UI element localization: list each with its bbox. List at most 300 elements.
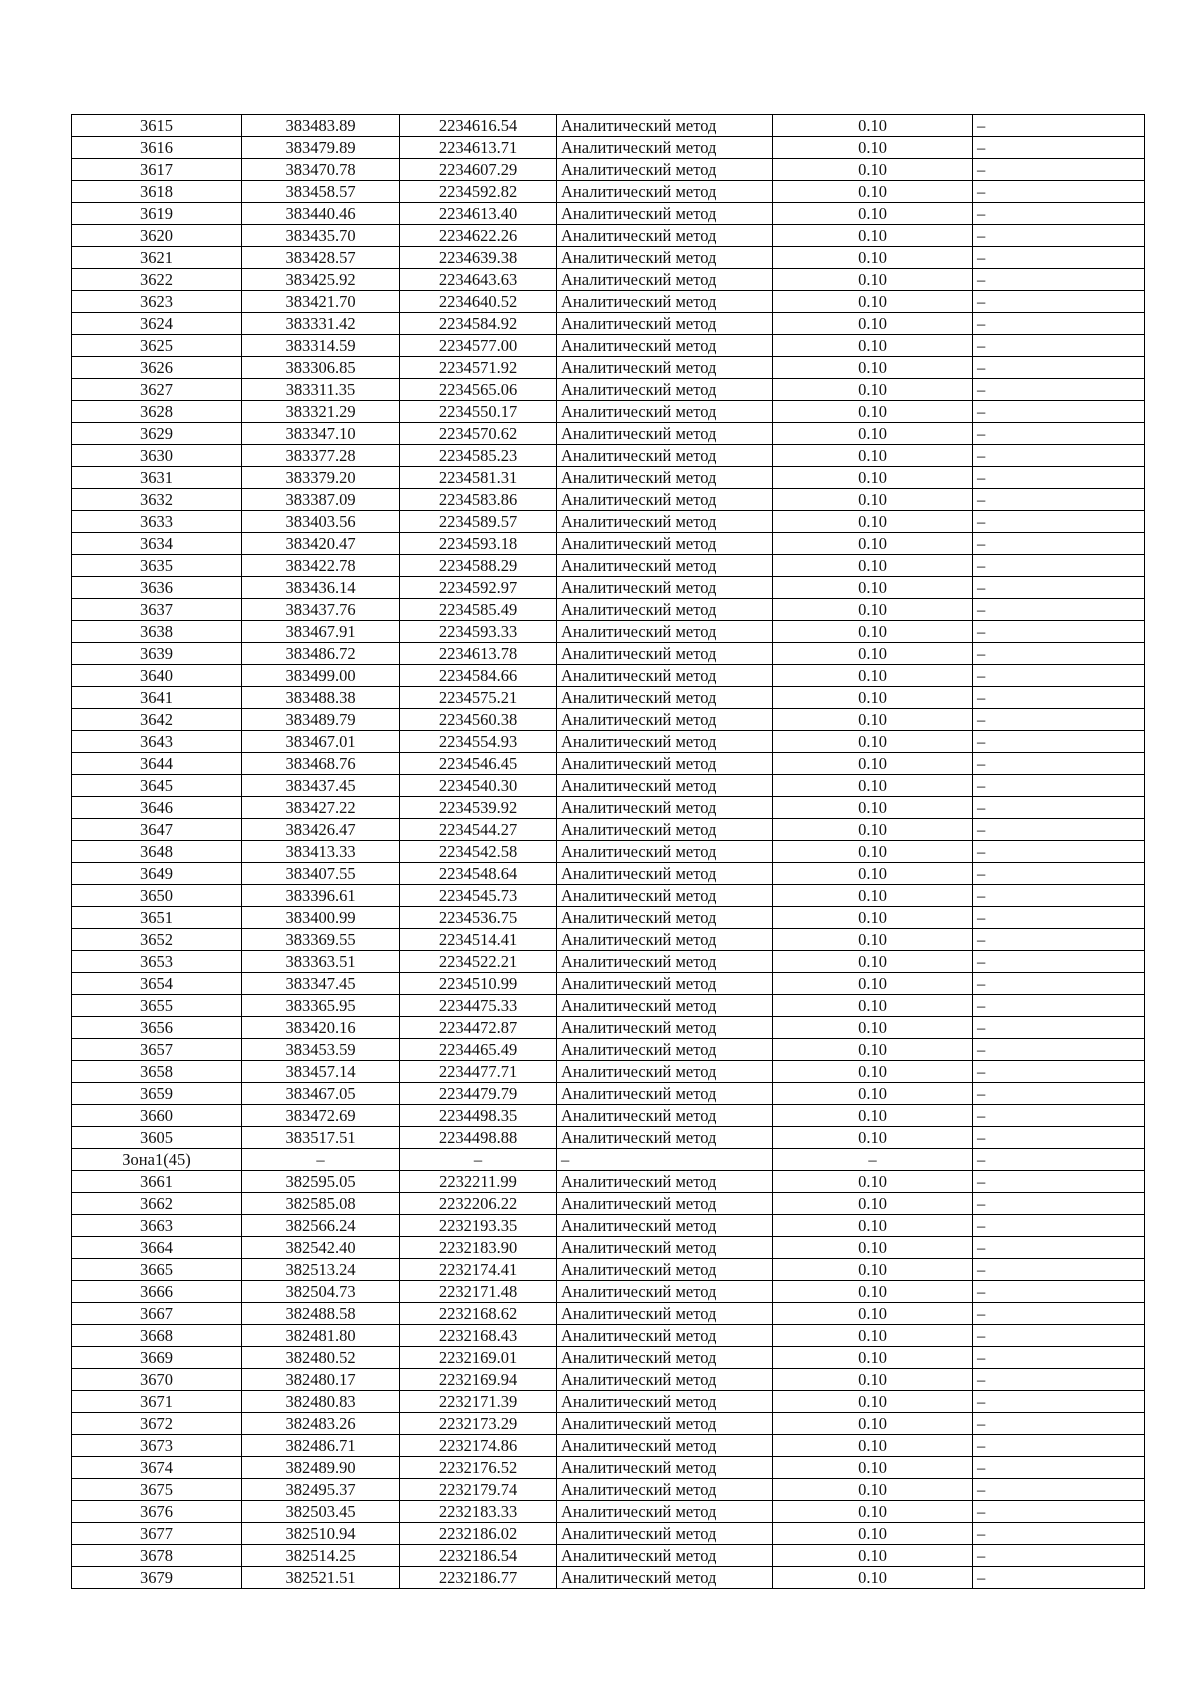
accuracy-cell: 0.10: [773, 1193, 973, 1215]
note-cell: –: [973, 1127, 1145, 1149]
method-cell: Аналитический метод: [557, 1413, 773, 1435]
note-cell: –: [973, 1215, 1145, 1237]
x-coordinate-cell: 383437.76: [242, 599, 400, 621]
table-row: [72, 1303, 1145, 1325]
x-coordinate-cell: 383379.20: [242, 467, 400, 489]
y-coordinate-cell: 2232206.22: [400, 1193, 557, 1215]
method-cell: Аналитический метод: [557, 379, 773, 401]
accuracy-cell: 0.10: [773, 1061, 973, 1083]
note-cell: –: [973, 247, 1145, 269]
accuracy-cell: 0.10: [773, 555, 973, 577]
table-row: [72, 1127, 1145, 1149]
y-coordinate-cell: 2234479.79: [400, 1083, 557, 1105]
y-coordinate-cell: 2234592.97: [400, 577, 557, 599]
table-row: [72, 1215, 1145, 1237]
table-row: [72, 445, 1145, 467]
point-number-cell: 3638: [72, 621, 242, 643]
x-coordinate-cell: 382566.24: [242, 1215, 400, 1237]
table-row: [72, 819, 1145, 841]
table-row: [72, 291, 1145, 313]
y-coordinate-cell: 2234588.29: [400, 555, 557, 577]
y-coordinate-cell: 2232183.33: [400, 1501, 557, 1523]
accuracy-cell: 0.10: [773, 489, 973, 511]
table-row: [72, 379, 1145, 401]
accuracy-cell: 0.10: [773, 665, 973, 687]
y-coordinate-cell: 2232186.02: [400, 1523, 557, 1545]
table-row: [72, 247, 1145, 269]
method-cell: Аналитический метод: [557, 885, 773, 907]
x-coordinate-cell: 383483.89: [242, 115, 400, 137]
method-cell: Аналитический метод: [557, 621, 773, 643]
method-cell: Аналитический метод: [557, 269, 773, 291]
table-row: [72, 577, 1145, 599]
method-cell: Аналитический метод: [557, 1303, 773, 1325]
method-cell: Аналитический метод: [557, 819, 773, 841]
point-number-cell: 3629: [72, 423, 242, 445]
x-coordinate-cell: 383426.47: [242, 819, 400, 841]
note-cell: –: [973, 1347, 1145, 1369]
note-cell: –: [973, 1061, 1145, 1083]
note-cell: –: [973, 1457, 1145, 1479]
y-coordinate-cell: 2234514.41: [400, 929, 557, 951]
accuracy-cell: 0.10: [773, 775, 973, 797]
accuracy-cell: 0.10: [773, 687, 973, 709]
accuracy-cell: 0.10: [773, 1545, 973, 1567]
method-cell: Аналитический метод: [557, 1127, 773, 1149]
method-cell: Аналитический метод: [557, 995, 773, 1017]
method-cell: Аналитический метод: [557, 423, 773, 445]
note-cell: –: [973, 1523, 1145, 1545]
x-coordinate-cell: 383517.51: [242, 1127, 400, 1149]
x-coordinate-cell: 383396.61: [242, 885, 400, 907]
point-number-cell: 3625: [72, 335, 242, 357]
accuracy-cell: 0.10: [773, 511, 973, 533]
y-coordinate-cell: –: [400, 1149, 557, 1171]
y-coordinate-cell: 2232186.77: [400, 1567, 557, 1589]
coordinates-table-body: [72, 115, 1145, 1589]
point-number-cell: 3633: [72, 511, 242, 533]
x-coordinate-cell: 383467.91: [242, 621, 400, 643]
table-row: [72, 665, 1145, 687]
method-cell: Аналитический метод: [557, 1391, 773, 1413]
point-number-cell: 3621: [72, 247, 242, 269]
table-row: [72, 269, 1145, 291]
accuracy-cell: 0.10: [773, 1281, 973, 1303]
note-cell: –: [973, 687, 1145, 709]
x-coordinate-cell: 383467.05: [242, 1083, 400, 1105]
x-coordinate-cell: 382503.45: [242, 1501, 400, 1523]
table-row: [72, 731, 1145, 753]
point-number-cell: 3676: [72, 1501, 242, 1523]
point-number-cell: 3631: [72, 467, 242, 489]
table-row: [72, 709, 1145, 731]
method-cell: Аналитический метод: [557, 1083, 773, 1105]
note-cell: –: [973, 1391, 1145, 1413]
point-number-cell: 3642: [72, 709, 242, 731]
method-cell: Аналитический метод: [557, 445, 773, 467]
note-cell: –: [973, 401, 1145, 423]
x-coordinate-cell: 382481.80: [242, 1325, 400, 1347]
table-row: [72, 1017, 1145, 1039]
coordinates-table: [71, 114, 1145, 1589]
note-cell: –: [973, 621, 1145, 643]
x-coordinate-cell: 383347.45: [242, 973, 400, 995]
table-row: [72, 423, 1145, 445]
x-coordinate-cell: 383425.92: [242, 269, 400, 291]
accuracy-cell: 0.10: [773, 1347, 973, 1369]
note-cell: –: [973, 203, 1145, 225]
point-number-cell: 3651: [72, 907, 242, 929]
method-cell: Аналитический метод: [557, 1017, 773, 1039]
point-number-cell: 3626: [72, 357, 242, 379]
accuracy-cell: 0.10: [773, 335, 973, 357]
y-coordinate-cell: 2232173.29: [400, 1413, 557, 1435]
point-number-cell: 3670: [72, 1369, 242, 1391]
note-cell: –: [973, 1281, 1145, 1303]
table-row: [72, 357, 1145, 379]
y-coordinate-cell: 2232211.99: [400, 1171, 557, 1193]
point-number-cell: 3663: [72, 1215, 242, 1237]
method-cell: Аналитический метод: [557, 335, 773, 357]
x-coordinate-cell: 383331.42: [242, 313, 400, 335]
accuracy-cell: 0.10: [773, 841, 973, 863]
table-row: [72, 1567, 1145, 1589]
note-cell: –: [973, 115, 1145, 137]
x-coordinate-cell: 382510.94: [242, 1523, 400, 1545]
point-number-cell: 3658: [72, 1061, 242, 1083]
x-coordinate-cell: 382521.51: [242, 1567, 400, 1589]
note-cell: –: [973, 995, 1145, 1017]
point-number-cell: 3672: [72, 1413, 242, 1435]
point-number-cell: 3618: [72, 181, 242, 203]
method-cell: Аналитический метод: [557, 401, 773, 423]
point-number-cell: 3656: [72, 1017, 242, 1039]
note-cell: –: [973, 511, 1145, 533]
method-cell: Аналитический метод: [557, 797, 773, 819]
table-row: [72, 1171, 1145, 1193]
method-cell: Аналитический метод: [557, 863, 773, 885]
table-row: [72, 137, 1145, 159]
x-coordinate-cell: 382513.24: [242, 1259, 400, 1281]
note-cell: –: [973, 269, 1145, 291]
point-number-cell: 3647: [72, 819, 242, 841]
method-cell: Аналитический метод: [557, 599, 773, 621]
note-cell: –: [973, 577, 1145, 599]
accuracy-cell: 0.10: [773, 1501, 973, 1523]
point-number-cell: 3637: [72, 599, 242, 621]
x-coordinate-cell: 382488.58: [242, 1303, 400, 1325]
x-coordinate-cell: 382595.05: [242, 1171, 400, 1193]
accuracy-cell: 0.10: [773, 1413, 973, 1435]
table-row: [72, 225, 1145, 247]
table-row: [72, 1039, 1145, 1061]
accuracy-cell: 0.10: [773, 269, 973, 291]
note-cell: –: [973, 731, 1145, 753]
point-number-cell: 3624: [72, 313, 242, 335]
table-row: [72, 621, 1145, 643]
note-cell: –: [973, 489, 1145, 511]
note-cell: –: [973, 885, 1145, 907]
point-number-cell: 3668: [72, 1325, 242, 1347]
y-coordinate-cell: 2234584.92: [400, 313, 557, 335]
accuracy-cell: 0.10: [773, 1435, 973, 1457]
method-cell: Аналитический метод: [557, 753, 773, 775]
table-row: [72, 1435, 1145, 1457]
table-row: [72, 335, 1145, 357]
method-cell: Аналитический метод: [557, 181, 773, 203]
note-cell: –: [973, 1435, 1145, 1457]
method-cell: Аналитический метод: [557, 247, 773, 269]
accuracy-cell: 0.10: [773, 401, 973, 423]
y-coordinate-cell: 2234643.63: [400, 269, 557, 291]
note-cell: –: [973, 599, 1145, 621]
accuracy-cell: 0.10: [773, 247, 973, 269]
table-row: [72, 533, 1145, 555]
point-number-cell: 3636: [72, 577, 242, 599]
point-number-cell: 3671: [72, 1391, 242, 1413]
table-row: [72, 1545, 1145, 1567]
table-row: [72, 1149, 1145, 1171]
table-row: [72, 1391, 1145, 1413]
x-coordinate-cell: 382495.37: [242, 1479, 400, 1501]
point-number-cell: 3644: [72, 753, 242, 775]
note-cell: –: [973, 665, 1145, 687]
y-coordinate-cell: 2232193.35: [400, 1215, 557, 1237]
point-number-cell: 3649: [72, 863, 242, 885]
accuracy-cell: 0.10: [773, 1479, 973, 1501]
point-number-cell: 3669: [72, 1347, 242, 1369]
point-number-cell: 3660: [72, 1105, 242, 1127]
x-coordinate-cell: 383422.78: [242, 555, 400, 577]
method-cell: Аналитический метод: [557, 841, 773, 863]
method-cell: Аналитический метод: [557, 225, 773, 247]
accuracy-cell: 0.10: [773, 995, 973, 1017]
method-cell: Аналитический метод: [557, 203, 773, 225]
point-number-cell: 3627: [72, 379, 242, 401]
y-coordinate-cell: 2232176.52: [400, 1457, 557, 1479]
point-number-cell: 3646: [72, 797, 242, 819]
method-cell: Аналитический метод: [557, 1325, 773, 1347]
y-coordinate-cell: 2234550.17: [400, 401, 557, 423]
x-coordinate-cell: –: [242, 1149, 400, 1171]
accuracy-cell: 0.10: [773, 1391, 973, 1413]
accuracy-cell: 0.10: [773, 731, 973, 753]
method-cell: Аналитический метод: [557, 467, 773, 489]
accuracy-cell: 0.10: [773, 291, 973, 313]
table-row: [72, 951, 1145, 973]
method-cell: Аналитический метод: [557, 1501, 773, 1523]
x-coordinate-cell: 383400.99: [242, 907, 400, 929]
point-number-cell: 3615: [72, 115, 242, 137]
table-row: [72, 775, 1145, 797]
accuracy-cell: 0.10: [773, 1237, 973, 1259]
method-cell: Аналитический метод: [557, 1039, 773, 1061]
x-coordinate-cell: 382486.71: [242, 1435, 400, 1457]
y-coordinate-cell: 2234640.52: [400, 291, 557, 313]
point-number-cell: 3661: [72, 1171, 242, 1193]
table-row: [72, 841, 1145, 863]
y-coordinate-cell: 2234522.21: [400, 951, 557, 973]
x-coordinate-cell: 383420.47: [242, 533, 400, 555]
y-coordinate-cell: 2232186.54: [400, 1545, 557, 1567]
method-cell: Аналитический метод: [557, 1347, 773, 1369]
x-coordinate-cell: 383467.01: [242, 731, 400, 753]
note-cell: –: [973, 1237, 1145, 1259]
x-coordinate-cell: 383306.85: [242, 357, 400, 379]
table-row: [72, 313, 1145, 335]
table-row: [72, 489, 1145, 511]
table-row: [72, 797, 1145, 819]
table-row: [72, 203, 1145, 225]
x-coordinate-cell: 383387.09: [242, 489, 400, 511]
point-number-cell: 3667: [72, 1303, 242, 1325]
point-number-cell: 3666: [72, 1281, 242, 1303]
y-coordinate-cell: 2234565.06: [400, 379, 557, 401]
point-number-cell: 3659: [72, 1083, 242, 1105]
accuracy-cell: 0.10: [773, 445, 973, 467]
y-coordinate-cell: 2232171.48: [400, 1281, 557, 1303]
note-cell: –: [973, 1017, 1145, 1039]
table-row: [72, 863, 1145, 885]
note-cell: –: [973, 1479, 1145, 1501]
note-cell: –: [973, 555, 1145, 577]
note-cell: –: [973, 1567, 1145, 1589]
x-coordinate-cell: 382585.08: [242, 1193, 400, 1215]
y-coordinate-cell: 2234593.33: [400, 621, 557, 643]
method-cell: Аналитический метод: [557, 1545, 773, 1567]
point-number-cell: 3674: [72, 1457, 242, 1479]
point-number-cell: 3645: [72, 775, 242, 797]
point-number-cell: 3620: [72, 225, 242, 247]
x-coordinate-cell: 383347.10: [242, 423, 400, 445]
y-coordinate-cell: 2232174.86: [400, 1435, 557, 1457]
y-coordinate-cell: 2234465.49: [400, 1039, 557, 1061]
table-row: [72, 643, 1145, 665]
note-cell: –: [973, 379, 1145, 401]
table-row: [72, 159, 1145, 181]
accuracy-cell: 0.10: [773, 313, 973, 335]
x-coordinate-cell: 383470.78: [242, 159, 400, 181]
x-coordinate-cell: 383458.57: [242, 181, 400, 203]
method-cell: Аналитический метод: [557, 709, 773, 731]
y-coordinate-cell: 2232183.90: [400, 1237, 557, 1259]
note-cell: –: [973, 973, 1145, 995]
x-coordinate-cell: 382480.17: [242, 1369, 400, 1391]
method-cell: Аналитический метод: [557, 1435, 773, 1457]
method-cell: Аналитический метод: [557, 665, 773, 687]
accuracy-cell: 0.10: [773, 159, 973, 181]
y-coordinate-cell: 2232179.74: [400, 1479, 557, 1501]
x-coordinate-cell: 383321.29: [242, 401, 400, 423]
table-row: [72, 907, 1145, 929]
y-coordinate-cell: 2234472.87: [400, 1017, 557, 1039]
x-coordinate-cell: 383437.45: [242, 775, 400, 797]
x-coordinate-cell: 383369.55: [242, 929, 400, 951]
point-number-cell: 3648: [72, 841, 242, 863]
note-cell: –: [973, 1193, 1145, 1215]
x-coordinate-cell: 383314.59: [242, 335, 400, 357]
method-cell: Аналитический метод: [557, 1457, 773, 1479]
note-cell: –: [973, 357, 1145, 379]
accuracy-cell: 0.10: [773, 1127, 973, 1149]
note-cell: –: [973, 291, 1145, 313]
table-row: [72, 1105, 1145, 1127]
point-number-cell: 3677: [72, 1523, 242, 1545]
accuracy-cell: 0.10: [773, 1017, 973, 1039]
point-number-cell: 3653: [72, 951, 242, 973]
method-cell: Аналитический метод: [557, 159, 773, 181]
table-row: [72, 1325, 1145, 1347]
table-row: [72, 1083, 1145, 1105]
point-number-cell: 3650: [72, 885, 242, 907]
y-coordinate-cell: 2232169.94: [400, 1369, 557, 1391]
y-coordinate-cell: 2234581.31: [400, 467, 557, 489]
x-coordinate-cell: 383489.79: [242, 709, 400, 731]
y-coordinate-cell: 2234545.73: [400, 885, 557, 907]
table-row: [72, 115, 1145, 137]
table-row: [72, 1413, 1145, 1435]
y-coordinate-cell: 2234498.88: [400, 1127, 557, 1149]
accuracy-cell: 0.10: [773, 357, 973, 379]
method-cell: Аналитический метод: [557, 973, 773, 995]
accuracy-cell: 0.10: [773, 1523, 973, 1545]
x-coordinate-cell: 383311.35: [242, 379, 400, 401]
x-coordinate-cell: 383486.72: [242, 643, 400, 665]
table-row: [72, 511, 1145, 533]
method-cell: Аналитический метод: [557, 775, 773, 797]
x-coordinate-cell: 382514.25: [242, 1545, 400, 1567]
table-row: [72, 467, 1145, 489]
x-coordinate-cell: 383468.76: [242, 753, 400, 775]
y-coordinate-cell: 2234613.40: [400, 203, 557, 225]
y-coordinate-cell: 2234477.71: [400, 1061, 557, 1083]
table-row: [72, 753, 1145, 775]
note-cell: –: [973, 907, 1145, 929]
x-coordinate-cell: 383403.56: [242, 511, 400, 533]
accuracy-cell: 0.10: [773, 621, 973, 643]
note-cell: –: [973, 775, 1145, 797]
point-number-cell: 3678: [72, 1545, 242, 1567]
y-coordinate-cell: 2234560.38: [400, 709, 557, 731]
accuracy-cell: 0.10: [773, 599, 973, 621]
y-coordinate-cell: 2232169.01: [400, 1347, 557, 1369]
point-number-cell: Зона1(45): [72, 1149, 242, 1171]
note-cell: –: [973, 1171, 1145, 1193]
point-number-cell: 3617: [72, 159, 242, 181]
table-row: [72, 1479, 1145, 1501]
method-cell: Аналитический метод: [557, 357, 773, 379]
y-coordinate-cell: 2234589.57: [400, 511, 557, 533]
accuracy-cell: 0.10: [773, 1369, 973, 1391]
accuracy-cell: 0.10: [773, 819, 973, 841]
accuracy-cell: 0.10: [773, 225, 973, 247]
accuracy-cell: 0.10: [773, 1567, 973, 1589]
y-coordinate-cell: 2234540.30: [400, 775, 557, 797]
y-coordinate-cell: 2234570.62: [400, 423, 557, 445]
table-row: [72, 1501, 1145, 1523]
note-cell: –: [973, 643, 1145, 665]
x-coordinate-cell: 383365.95: [242, 995, 400, 1017]
point-number-cell: 3635: [72, 555, 242, 577]
table-row: [72, 973, 1145, 995]
y-coordinate-cell: 2234536.75: [400, 907, 557, 929]
y-coordinate-cell: 2234616.54: [400, 115, 557, 137]
method-cell: Аналитический метод: [557, 577, 773, 599]
method-cell: Аналитический метод: [557, 1281, 773, 1303]
accuracy-cell: 0.10: [773, 467, 973, 489]
point-number-cell: 3619: [72, 203, 242, 225]
accuracy-cell: 0.10: [773, 1457, 973, 1479]
